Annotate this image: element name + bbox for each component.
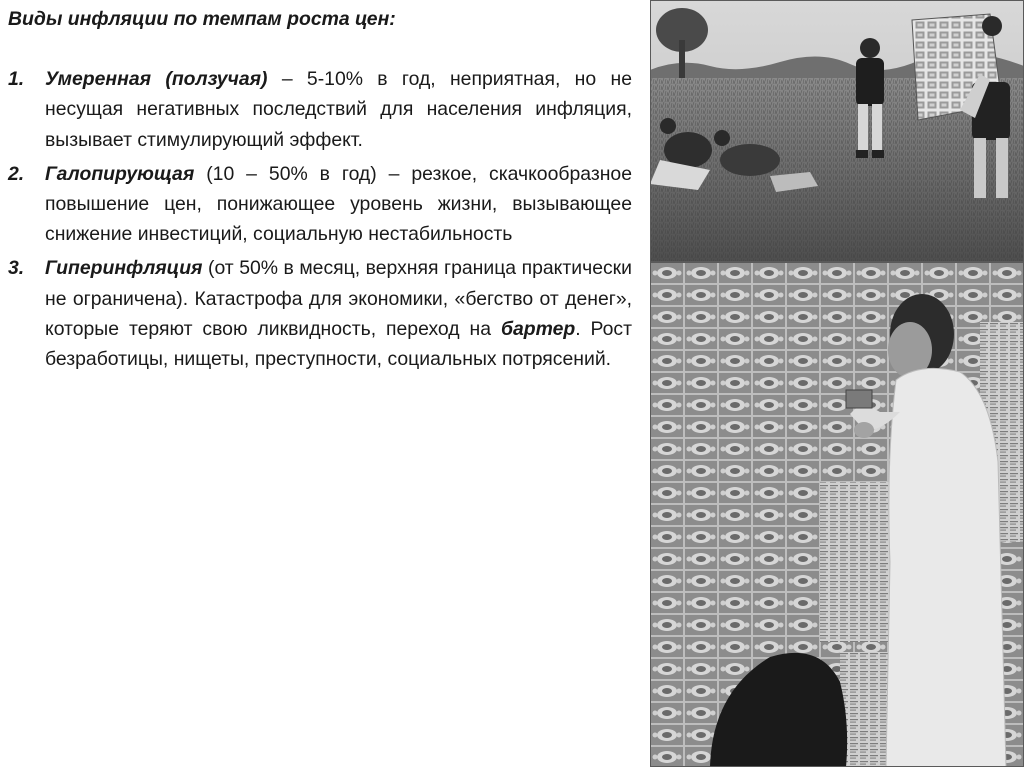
wallpaper-photo-image xyxy=(650,262,1024,767)
term-hyperinflation: Гиперинфляция xyxy=(45,257,203,280)
term-moderate: Умеренная (ползучая) xyxy=(45,68,268,91)
list-item-moderate xyxy=(8,64,632,155)
description-hyperinflation-part1: (от 50% в месяц, верхняя граница практически не ограничена). Катастрофа для экономики, «бегство от денег», которые теряют свою ликвидность, переход на xyxy=(45,257,632,340)
slide-heading: Виды инфляции по темпам роста цен: xyxy=(8,8,396,30)
term-galloping: Галопирующая xyxy=(45,162,195,185)
description-galloping: (10 – 50% в год) – резкое, скачкообразное повышение цен, понижающее уровень жизни, вызывающее снижение инвестиций, социальную нестабильность xyxy=(45,162,632,246)
kite-photo-image xyxy=(650,0,1024,262)
list-item-hyperinflation xyxy=(8,253,632,374)
list-number: 2. xyxy=(8,162,25,185)
emphasis-barter: бартер xyxy=(500,317,576,340)
kite-photo xyxy=(650,0,1024,262)
description-moderate: – 5-10% в год, неприятная, но не несущая негативных последствий для населения инфляция, вызывает стимулирующий эффект. xyxy=(45,68,632,151)
list-number: 1. xyxy=(8,68,25,91)
wallpaper-photo xyxy=(650,262,1024,767)
list-number: 3. xyxy=(8,257,25,280)
description-hyperinflation-part2: . Рост безработицы, нищеты, преступности, социальных потрясений. xyxy=(45,317,632,371)
list-item-galloping xyxy=(8,159,632,250)
inflation-types-list xyxy=(8,64,632,374)
text-column xyxy=(8,4,632,378)
